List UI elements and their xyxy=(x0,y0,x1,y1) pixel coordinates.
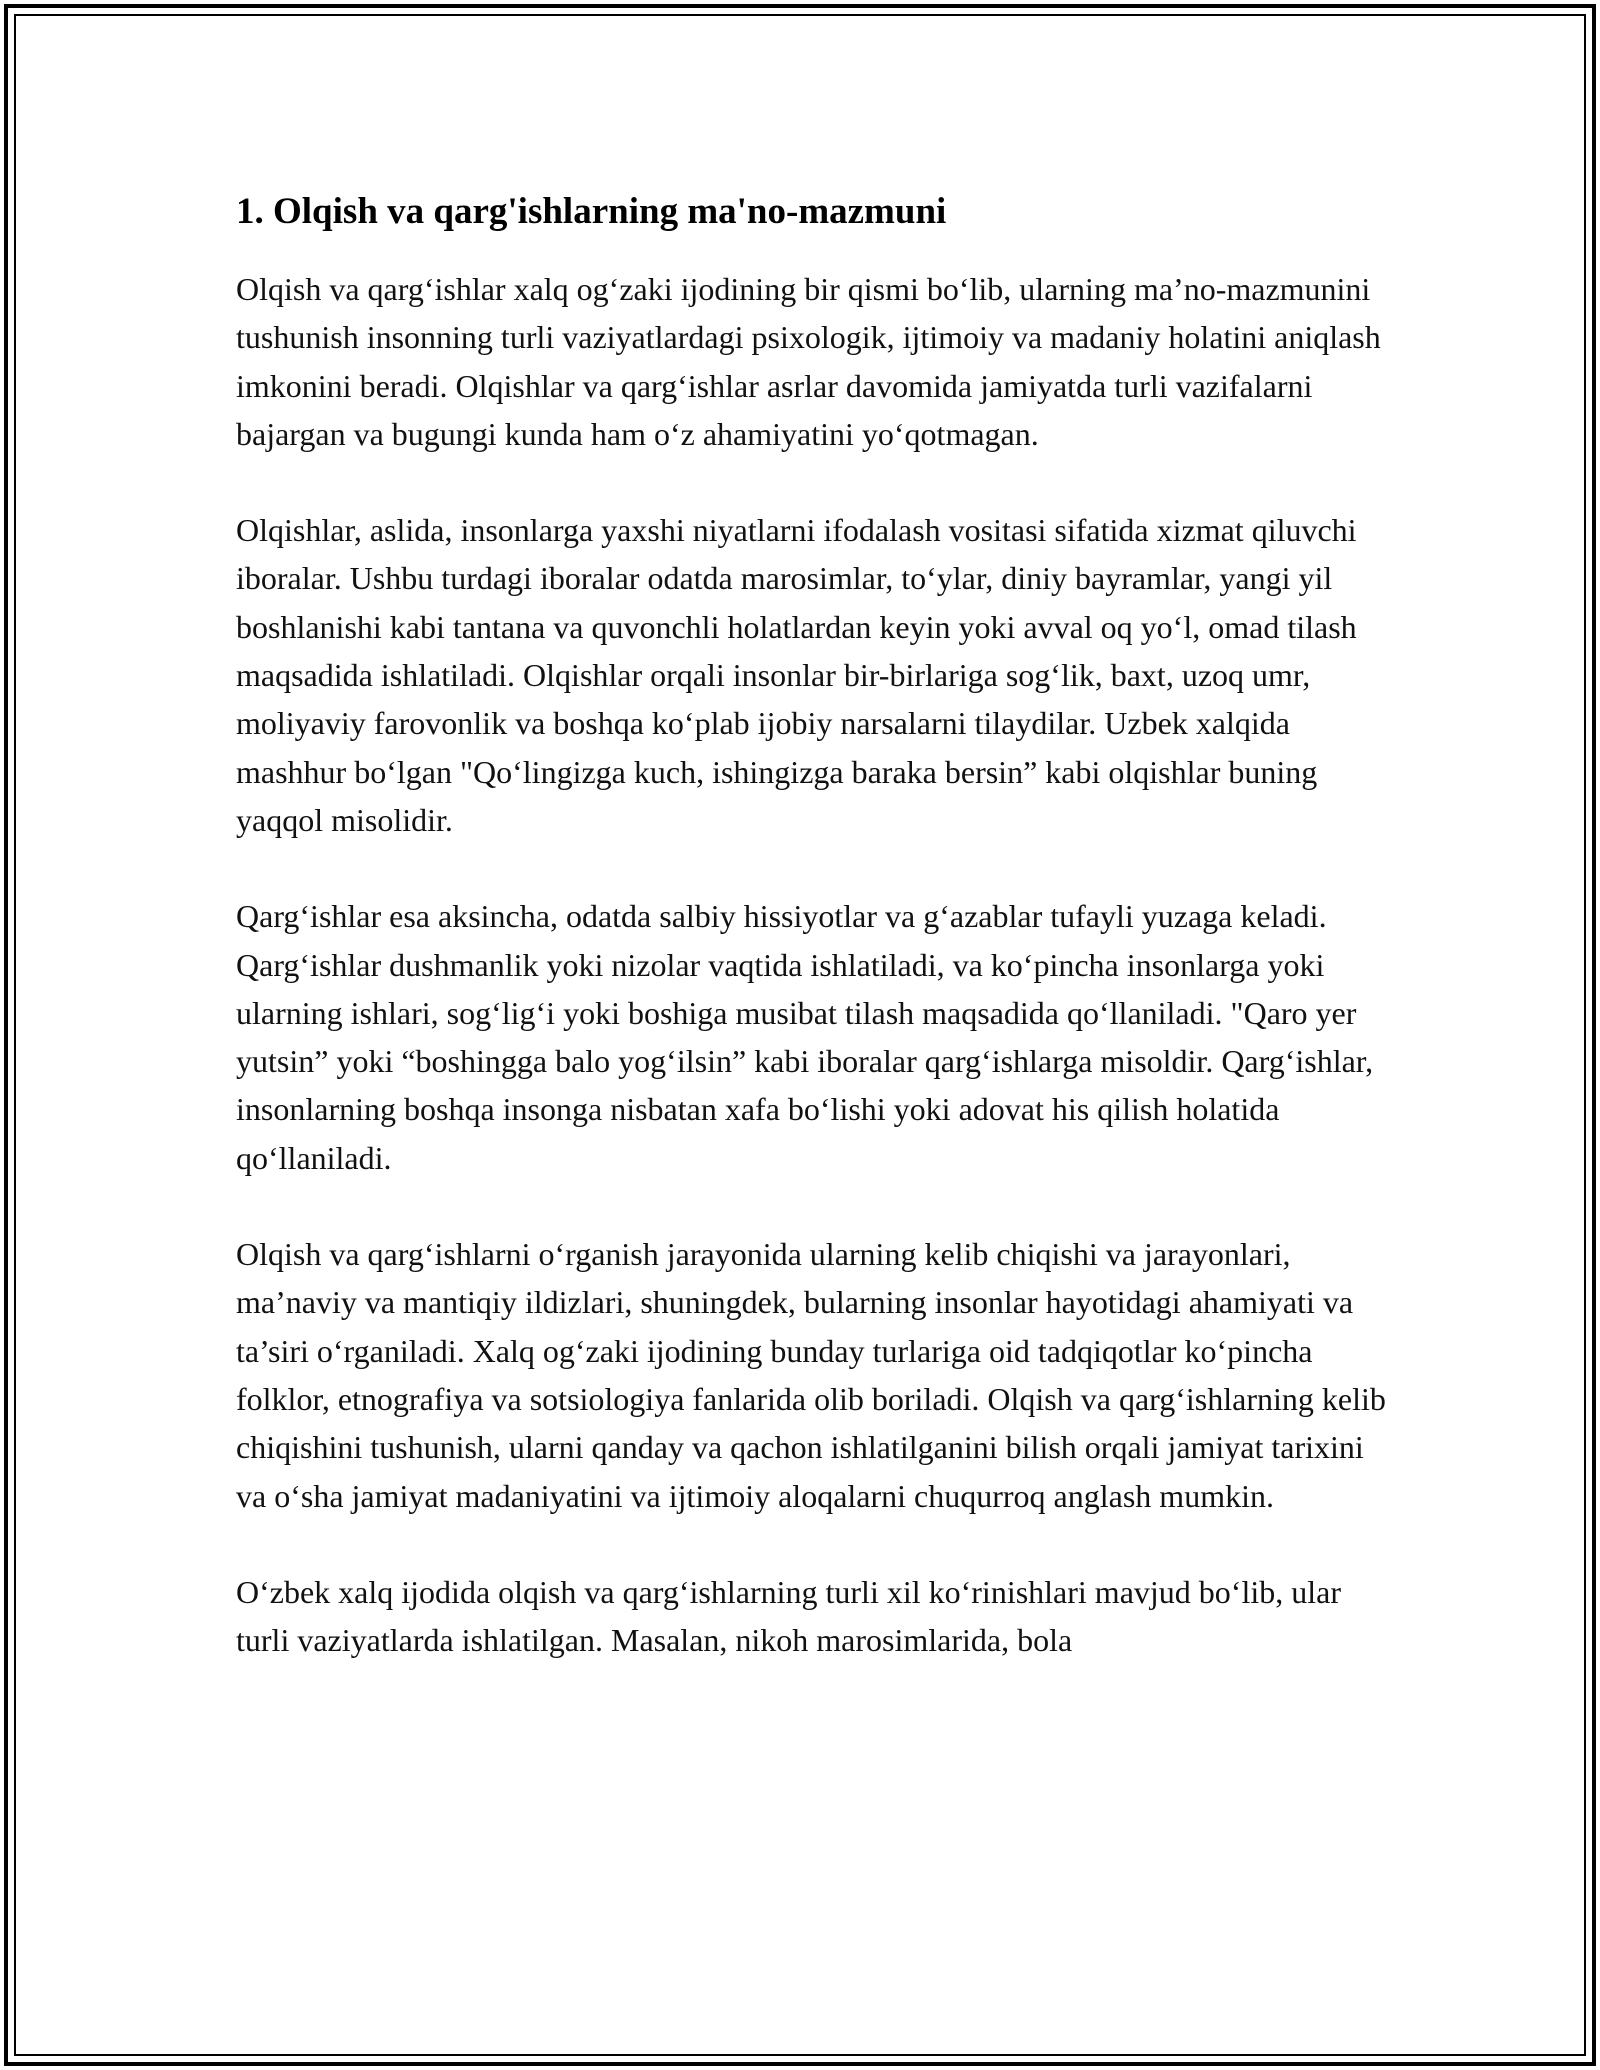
paragraph-research: Olqish va qarg‘ishlarni o‘rganish jarayonida ularning kelib chiqishi va jarayonlari, ma’naviy va mantiqiy ildizlari, shuningdek, bularning insonlar hayotidagi ahamiyati va ta’siri o‘rganiladi. Xalq og‘zaki ijodining bunday turlariga oid tadqiqotlar ko‘pincha folklor, etnografiya va sotsiologiya fanlarida olib boriladi. Olqish va qarg‘ishlarning kelib chiqishini tushunish, ularni qanday va qachon ishlatilganini bilish orqali jamiyat tarixini va o‘sha jamiyat madaniyatini va ijtimoiy aloqalarni chuqurroq anglash mumkin. xyxy=(236,1236,1386,1514)
document-body xyxy=(236,185,1386,1664)
paragraph-intro: Olqish va qarg‘ishlar xalq og‘zaki ijodining bir qismi bo‘lib, ularning ma’no-mazmunini tushunish insonning turli vaziyatlardagi psixologik, ijtimoiy va madaniy holatini aniqlash imkonini beradi. Olqishlar va qarg‘ishlar asrlar davomida jamiyatda turli vazifalarni bajargan va bugungi kunda ham o‘z ahamiyatini yo‘qotmagan. xyxy=(236,271,1381,452)
paragraph-uzbek-folklore: O‘zbek xalq ijodida olqish va qarg‘ishlarning turli xil ko‘rinishlari mavjud bo‘lib, ular turli vaziyatlarda ishlatilgan. Masalan, nikoh marosimlarida, bola xyxy=(236,1573,1341,1659)
paragraph-qargishlar: Qarg‘ishlar esa aksincha, odatda salbiy hissiyotlar va g‘azablar tufayli yuzaga keladi. Qarg‘ishlar dushmanlik yoki nizolar vaqtida ishlatiladi, va ko‘pincha insonlarga yoki ularning ishlari, sog‘lig‘i yoki boshiga musibat tilash maqsadida qo‘llaniladi. "Qaro yer yutsin” yoki “boshingga balo yog‘ilsin” kabi iboralar qarg‘ishlarga misoldir. Qarg‘ishlar, insonlarning boshqa insonga nisbatan xafa bo‘lishi yoki adovat his qilish holatida qo‘llaniladi. xyxy=(236,898,1374,1176)
paragraph-olqishlar: Olqishlar, aslida, insonlarga yaxshi niyatlarni ifodalash vositasi sifatida xizmat qiluvchi iboralar. Ushbu turdagi iboralar odatda marosimlar, to‘ylar, diniy bayramlar, yangi yil boshlanishi kabi tantana va quvonchli holatlardan keyin yoki avval oq yo‘l, omad tilash maqsadida ishlatiladi. Olqishlar orqali insonlar bir-birlariga sog‘lik, baxt, uzoq umr, moliyaviy farovonlik va boshqa ko‘plab ijobiy narsalarni tilaydilar. Uzbek xalqida mashhur bo‘lgan "Qo‘lingizga kuch, ishingizga baraka bersin” kabi olqishlar buning yaqqol misolidir. xyxy=(236,512,1357,838)
section-heading: 1. Olqish va qarg'ishlarning ma'no-mazmuni xyxy=(236,191,947,232)
